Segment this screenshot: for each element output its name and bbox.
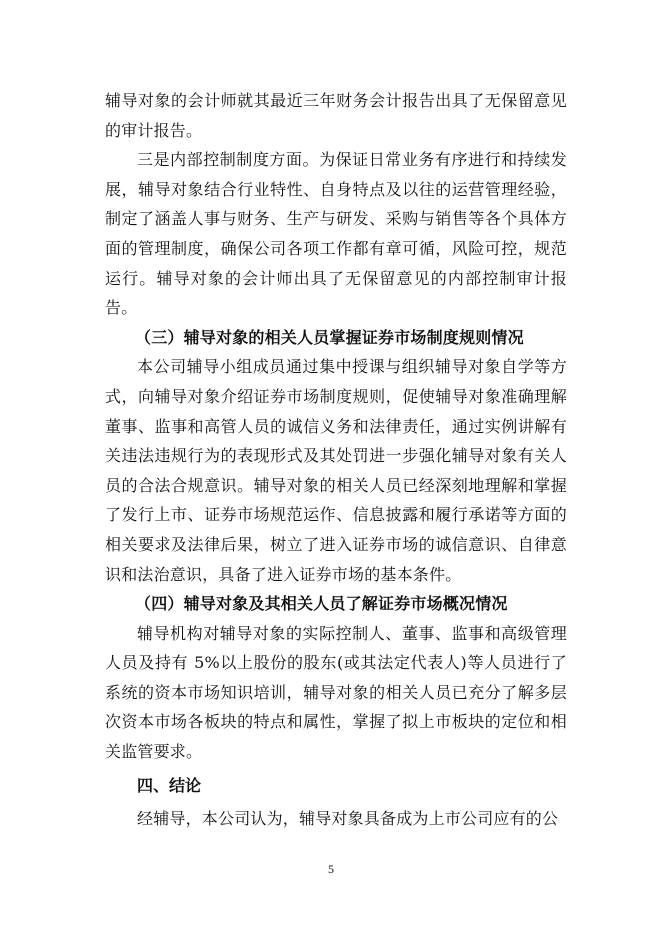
section-heading-conclusion: 四、结论 xyxy=(137,775,202,795)
paragraph-internal-control: 三是内部控制制度方面。为保证日常业务有序进行和持续发展，辅导对象结合行业特性、自身特点及以往的运营管理经验，制定了涵盖人事与财务、生产与研发、采购与销售等各个具体方面的管理制度，确保公司各项工作都有章可循，风险可控，规范运行。辅导对象的会计师出具了无保留意见的内部控制审计报告。 xyxy=(105,150,567,318)
section-heading-4: （四）辅导对象及其相关人员了解证券市场概况情况 xyxy=(135,594,508,614)
paragraph-market-overview: 辅导机构对辅导对象的实际控制人、董事、监事和高级管理人员及持有 5%以上股份的股东(或其法定代表人)等人员进行了系统的资本市场知识培训，辅导对象的相关人员已充分了解多层次资本市场各板块的特点和属性，掌握了拟上市板块的定位和相关监管要求。 xyxy=(105,623,567,762)
paragraph-conclusion: 经辅导，本公司认为，辅导对象具备成为上市公司应有的公 xyxy=(137,809,559,829)
document-body xyxy=(105,86,567,834)
paragraph-audit-report-ending: 辅导对象的会计师就其最近三年财务会计报告出具了无保留意见的审计报告。 xyxy=(105,91,567,140)
section-heading-3: （三）辅导对象的相关人员掌握证券市场制度规则情况 xyxy=(135,327,524,347)
paragraph-market-rules: 本公司辅导小组成员通过集中授课与组织辅导对象自学等方式，向辅导对象介绍证券市场制度规则，促使辅导对象准确理解董事、监事和高管人员的诚信义务和法律责任，通过实例讲解有关违法违规行为的表现形式及其处罚进一步强化辅导对象有关人员的合法合规意识。辅导对象的相关人员已经深刻地理解和掌握了发行上市、证券市场规范运作、信息披露和履行承诺等方面的相关要求及法律后果，树立了进入证券市场的诚信意识、自律意识和法治意识，具备了进入证券市场的基本条件。 xyxy=(105,357,567,584)
page-number: 5 xyxy=(328,862,334,876)
